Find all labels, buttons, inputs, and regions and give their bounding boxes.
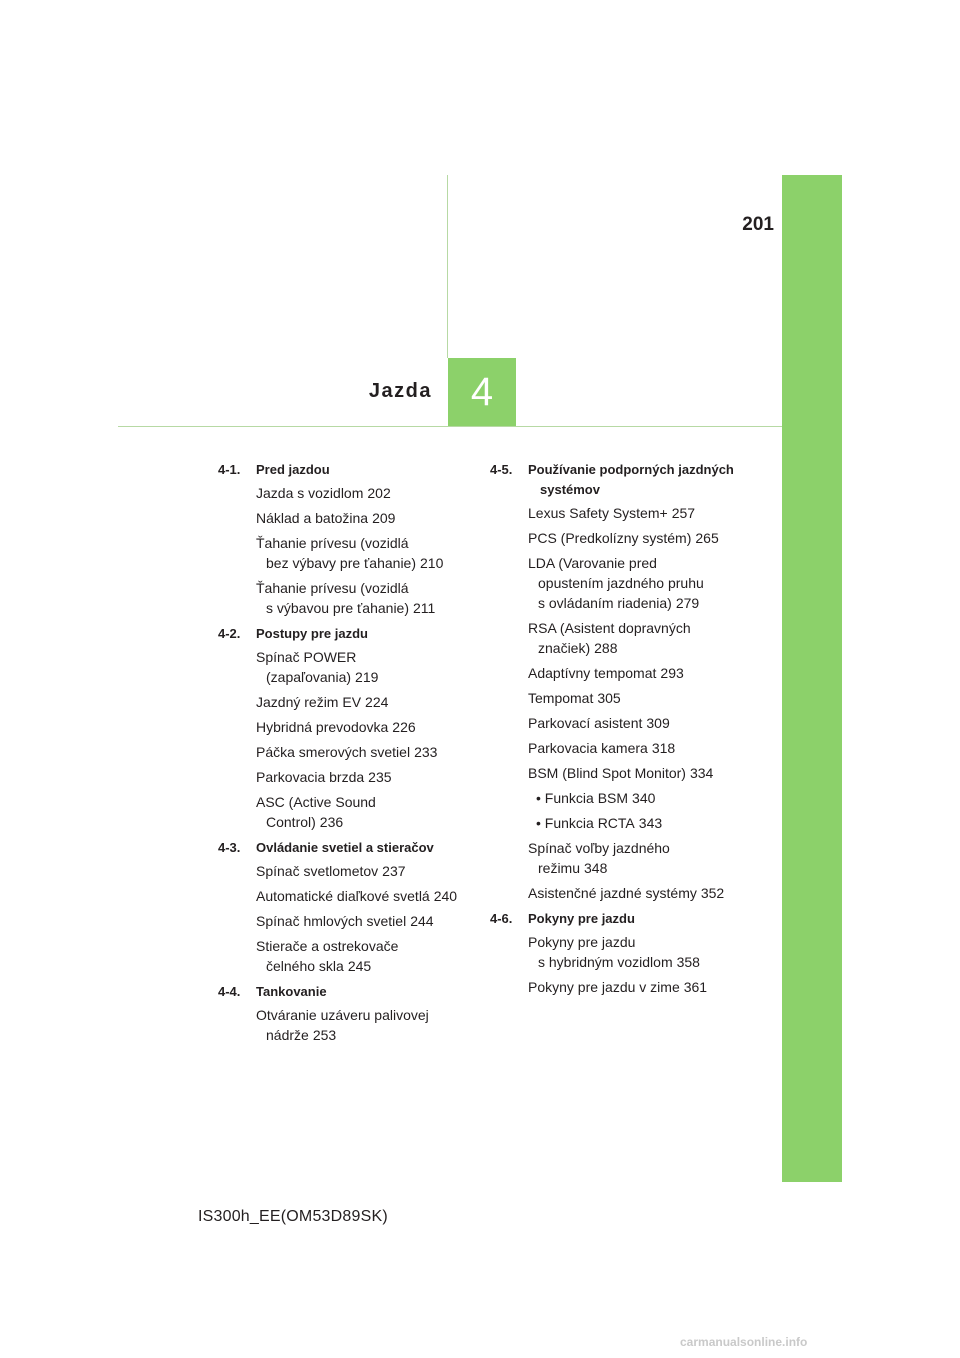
toc-entry-text: RSA (Asistent dopravných <box>528 620 691 636</box>
toc-entry[interactable] <box>218 1005 466 1045</box>
section-title-line: systémov <box>540 482 600 497</box>
section-title-line: Ovládanie svetiel a stieračov <box>256 840 434 855</box>
toc-page-number[interactable]: 226 <box>392 719 416 735</box>
toc-entry-text: značiek) <box>538 640 591 656</box>
section-number: 4-2. <box>218 626 241 641</box>
toc-entry-row <box>256 956 466 976</box>
toc-entry[interactable] <box>218 742 466 762</box>
toc-entry[interactable] <box>490 688 738 708</box>
toc-entry-text: s hybridným vozidlom <box>538 954 673 970</box>
watermark: carmanualsonline.info <box>680 1335 808 1349</box>
toc-section <box>218 624 466 832</box>
toc-entry-text: s ovládaním riadenia) <box>538 595 672 611</box>
toc-column-right <box>490 460 738 1003</box>
toc-section <box>490 909 738 997</box>
toc-entry-text: BSM (Blind Spot Monitor) <box>528 765 686 781</box>
toc-entry-text: čelného skla <box>266 958 344 974</box>
toc-entry[interactable] <box>218 861 466 881</box>
toc-page-number[interactable]: 279 <box>675 595 700 611</box>
toc-entry[interactable] <box>218 792 466 832</box>
toc-page-number[interactable]: 265 <box>695 530 719 546</box>
section-heading <box>218 982 466 1002</box>
toc-entry[interactable] <box>490 883 738 903</box>
toc-entry-row <box>528 528 738 548</box>
toc-entry[interactable] <box>490 618 738 658</box>
toc-entry[interactable] <box>490 977 738 997</box>
model-code: IS300h_EE(OM53D89SK) <box>198 1208 388 1225</box>
toc-entry-text: Parkovacia brzda <box>256 769 365 785</box>
toc-column-left <box>218 460 466 1051</box>
toc-entry[interactable] <box>490 553 738 613</box>
section-number: 4-6. <box>490 911 513 926</box>
toc-entry[interactable] <box>490 528 738 548</box>
section-number: 4-1. <box>218 462 241 477</box>
toc-entry-text: Hybridná prevodovka <box>256 719 389 735</box>
toc-entry-text: Adaptívny tempomat <box>528 665 657 681</box>
toc-entry-text: Stierače a ostrekovače <box>256 938 399 954</box>
toc-entry[interactable] <box>490 813 738 833</box>
toc-entry-row <box>528 813 738 833</box>
section-title <box>528 909 738 929</box>
toc-entry-row <box>256 1025 466 1045</box>
toc-page-number[interactable]: 348 <box>584 860 608 876</box>
section-title <box>256 460 466 480</box>
toc-entry-row <box>528 763 738 783</box>
toc-entry-text: Asistenčné jazdné systémy <box>528 885 697 901</box>
toc-page-number[interactable]: 305 <box>597 690 621 706</box>
toc-entry-text: Automatické diaľkové svetlá <box>256 888 430 904</box>
toc-page-number[interactable]: 211 <box>413 600 436 616</box>
toc-entry[interactable] <box>490 838 738 878</box>
toc-page-number[interactable]: 210 <box>420 555 444 571</box>
toc-entry-row <box>528 593 738 613</box>
toc-entry-row <box>256 692 466 712</box>
toc-page-number[interactable]: 318 <box>651 740 676 756</box>
toc-entry-text: Ťahanie prívesu (vozidlá <box>256 580 409 596</box>
toc-entry-row <box>528 638 738 658</box>
toc-entry-row <box>528 503 738 523</box>
toc-entry-row <box>528 952 738 972</box>
toc-entry-row <box>528 713 738 733</box>
toc-page-number[interactable]: 219 <box>355 669 379 685</box>
section-title <box>256 982 466 1002</box>
toc-entry-row <box>256 812 466 832</box>
toc-page-number[interactable]: 358 <box>676 954 700 970</box>
toc-page-number[interactable]: 240 <box>433 888 458 904</box>
toc-entry[interactable] <box>490 663 738 683</box>
section-title-line: Pred jazdou <box>256 462 330 477</box>
toc-entry-text: Jazda s vozidlom <box>256 485 364 501</box>
section-heading <box>218 838 466 858</box>
toc-entry-row <box>528 688 738 708</box>
toc-entry-row <box>528 883 738 903</box>
toc-page-number[interactable]: 237 <box>382 863 406 879</box>
section-title-line: Postupy pre jazdu <box>256 626 368 641</box>
toc-entry-text: Jazdný režim EV <box>256 694 362 710</box>
toc-entry[interactable] <box>218 692 466 712</box>
toc-entry-text: režimu <box>538 860 581 876</box>
toc-section <box>490 460 738 903</box>
toc-entry-row <box>256 553 466 573</box>
toc-entry[interactable] <box>218 508 466 528</box>
section-title <box>256 624 466 644</box>
toc-entry-text: Parkovací asistent <box>528 715 643 731</box>
toc-entry-text: Parkovacia kamera <box>528 740 648 756</box>
toc-entry-text: Náklad a batožina <box>256 510 369 526</box>
toc-entry-row <box>528 738 738 758</box>
toc-entry-text: PCS (Predkolízny systém) <box>528 530 692 546</box>
toc-entry-text: Páčka smerových svetiel <box>256 744 411 760</box>
section-title-line: Používanie podporných jazdných <box>528 462 734 477</box>
toc-entry[interactable] <box>490 932 738 972</box>
section-heading <box>490 909 738 929</box>
toc-entry-row <box>256 886 466 906</box>
toc-entry-row <box>256 911 466 931</box>
header-horizontal-rule <box>118 426 782 427</box>
toc-entry-row <box>256 861 466 881</box>
toc-page-number[interactable]: 352 <box>700 885 725 901</box>
toc-entry[interactable] <box>218 911 466 931</box>
toc-entry-text: LDA (Varovanie pred <box>528 555 657 571</box>
toc-entry-row <box>528 858 738 878</box>
toc-entry-row <box>256 767 466 787</box>
toc-section <box>218 838 466 976</box>
toc-entry-text: Spínač hmlových svetiel <box>256 913 407 929</box>
toc-section <box>218 982 466 1045</box>
toc-entry-text: Spínač POWER <box>256 649 357 665</box>
toc-entry-text: Ťahanie prívesu (vozidlá <box>256 535 409 551</box>
toc-page-number[interactable]: 224 <box>365 694 389 710</box>
section-title <box>256 838 466 858</box>
toc-entry[interactable] <box>218 767 466 787</box>
toc-entry-row <box>256 483 466 503</box>
toc-page-number[interactable]: 235 <box>368 769 392 785</box>
section-title <box>528 460 738 500</box>
toc-entry-text: (zapaľovania) <box>266 669 352 685</box>
toc-entry-row <box>256 508 466 528</box>
toc-entry-row <box>528 977 738 997</box>
toc-entry-text: opustením jazdného pruhu <box>538 575 704 591</box>
toc-entry[interactable] <box>218 483 466 503</box>
toc-page-number[interactable]: 257 <box>671 505 696 521</box>
toc-entry-text: Lexus Safety System+ <box>528 505 668 521</box>
toc-entry-text: Otváranie uzáveru palivovej <box>256 1007 429 1023</box>
toc-page-number[interactable]: 334 <box>689 765 714 781</box>
toc-entry-text: Control) <box>266 814 316 830</box>
toc-page-number[interactable]: 343 <box>638 815 663 831</box>
toc-entry[interactable] <box>490 788 738 808</box>
toc-page-number[interactable]: 244 <box>410 913 434 929</box>
toc-entry-text: • Funkcia BSM <box>536 790 629 806</box>
section-heading <box>490 460 738 500</box>
toc-entry[interactable] <box>218 717 466 737</box>
toc-page-number[interactable]: 293 <box>660 665 684 681</box>
header-vertical-rule <box>447 175 448 358</box>
toc-entry-row <box>256 598 466 618</box>
toc-entry[interactable] <box>218 936 466 976</box>
toc-entry-text: Pokyny pre jazdu v zime <box>528 979 680 995</box>
toc-page-number[interactable]: 309 <box>646 715 670 731</box>
toc-page-number[interactable]: 209 <box>372 510 396 526</box>
toc-entry-text: nádrže <box>266 1027 309 1043</box>
toc-entry[interactable] <box>490 763 738 783</box>
toc-entry[interactable] <box>490 713 738 733</box>
section-title-line: Tankovanie <box>256 984 327 999</box>
section-heading <box>218 460 466 480</box>
toc-entry[interactable] <box>218 533 466 573</box>
toc-entry[interactable] <box>218 886 466 906</box>
toc-entry-text: s výbavou pre ťahanie) <box>266 600 410 616</box>
toc-entry-text: ASC (Active Sound <box>256 794 376 810</box>
toc-page-number[interactable]: 233 <box>414 744 438 760</box>
chapter-title: Jazda <box>368 380 432 402</box>
toc-entry[interactable] <box>218 578 466 618</box>
page-number: 201 <box>742 214 774 235</box>
toc-entry-text: Spínač svetlometov <box>256 863 379 879</box>
toc-entry-text: • Funkcia RCTA <box>536 815 635 831</box>
toc-page-number[interactable]: 245 <box>347 958 372 974</box>
toc-entry-text: Spínač voľby jazdného <box>528 840 670 856</box>
section-number: 4-5. <box>490 462 513 477</box>
toc-entry[interactable] <box>490 738 738 758</box>
toc-page-number[interactable]: 340 <box>632 790 656 806</box>
toc-entry-row <box>256 667 466 687</box>
chapter-side-tab <box>782 175 842 1182</box>
toc-page-number[interactable]: 236 <box>319 814 344 830</box>
toc-entry[interactable] <box>218 647 466 687</box>
toc-entry-row <box>256 717 466 737</box>
toc-entry-text: bez výbavy pre ťahanie) <box>266 555 417 571</box>
toc-entry-row <box>256 742 466 762</box>
toc-entry[interactable] <box>490 503 738 523</box>
section-number: 4-3. <box>218 840 241 855</box>
toc-page-number[interactable]: 288 <box>594 640 618 656</box>
toc-entry-text: Pokyny pre jazdu <box>528 934 636 950</box>
chapter-number-box: 4 <box>448 358 516 426</box>
toc-entry-row <box>528 788 738 808</box>
toc-page-number[interactable]: 253 <box>312 1027 337 1043</box>
toc-section <box>218 460 466 618</box>
toc-page-number[interactable]: 361 <box>683 979 708 995</box>
toc-page-number[interactable]: 202 <box>367 485 391 501</box>
toc-entry-text: Tempomat <box>528 690 594 706</box>
section-heading <box>218 624 466 644</box>
section-title-line: Pokyny pre jazdu <box>528 911 635 926</box>
section-number: 4-4. <box>218 984 241 999</box>
toc-entry-row <box>528 663 738 683</box>
